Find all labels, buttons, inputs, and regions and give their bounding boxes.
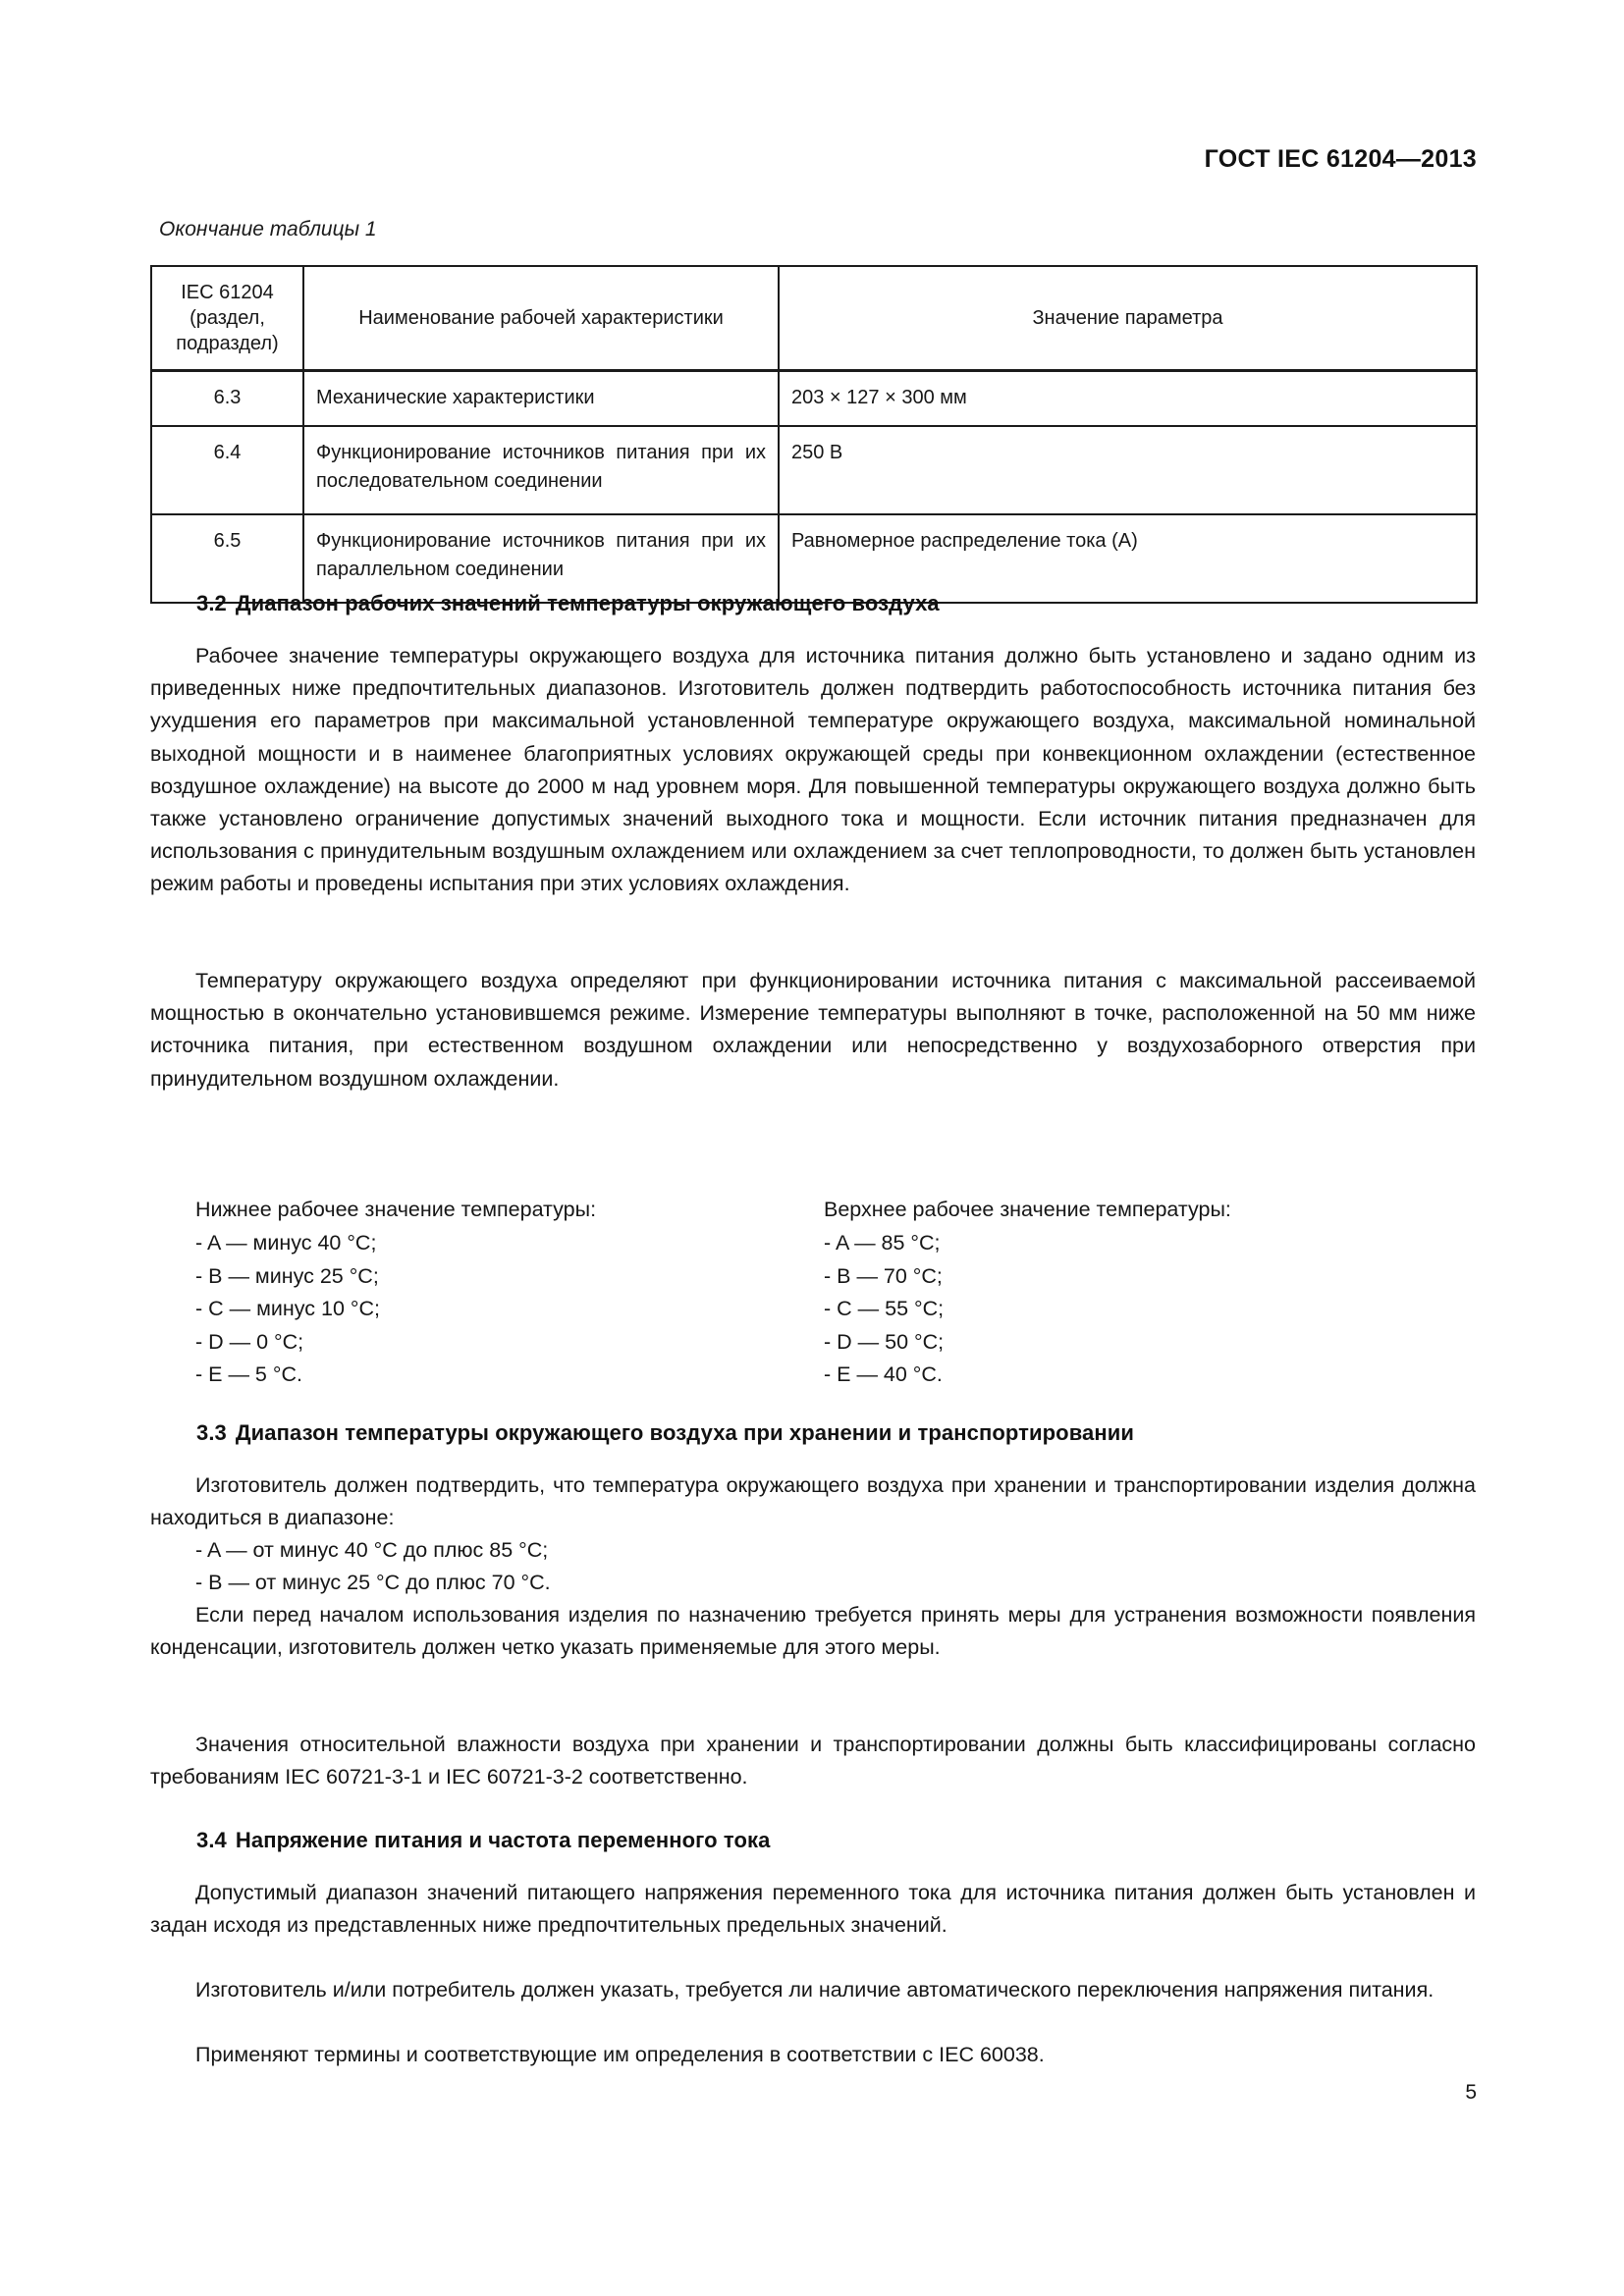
- table-column-header-value: Значение параметра: [779, 266, 1477, 371]
- section-title-3-4: Напряжение питания и частота переменного тока: [235, 1828, 771, 1852]
- table-cell-clause: 6.3: [151, 371, 303, 427]
- lower-temperature-item-d: - D — 0 °C;: [195, 1329, 304, 1354]
- page-header-standard-title: ГОСТ IEC 61204—2013: [1204, 145, 1477, 173]
- upper-temperature-column: [779, 1194, 1407, 1391]
- table-cell-value: 203 × 127 × 300 мм: [779, 371, 1477, 427]
- section-number-3-4: 3.4: [196, 1828, 227, 1852]
- table-cell-clause: 6.5: [151, 514, 303, 603]
- section-title-3-2: Диапазон рабочих значений температуры окружающего воздуха: [235, 591, 940, 615]
- section-heading-3-4: [196, 1828, 770, 1853]
- table-row: [151, 426, 1477, 514]
- storage-temperature-list: [150, 1534, 1476, 1599]
- table-cell-characteristic: Механические характеристики: [303, 371, 779, 427]
- table-row: [151, 371, 1477, 427]
- upper-temperature-title: Верхнее рабочее значение температуры:: [824, 1198, 1231, 1221]
- table-column-header-characteristic: Наименование рабочей характеристики: [303, 266, 779, 371]
- table-cell-value: Равномерное распределение тока (А): [779, 514, 1477, 603]
- table-header-row: [151, 266, 1477, 371]
- paragraph-3-3-2: Если перед началом использования изделия по назначению требуется принять меры для устранения возможности появления конденсации, изготовитель должен четко указать применяемые для этого меры.: [150, 1603, 1476, 1660]
- paragraph-3-4-3: Применяют термины и соответствующие им определения в соответствии с IEC 60038.: [195, 2043, 1045, 2066]
- section-title-3-3: Диапазон температуры окружающего воздуха при хранении и транспортировании: [235, 1420, 1135, 1445]
- paragraph-3-2-2: Температуру окружающего воздуха определяют при функционировании источника питания с максимальной рассеиваемой мощностью в окончательно установившемся режиме. Измерение температуры выполняют в точке, расположенной на 50 мм ниже источника питания, при естественном воздушном охлаждении или непосредственно у воздухозаборного отверстия при принудительном воздушном охлаждении.: [150, 969, 1476, 1091]
- storage-temperature-item-b: - B — от минус 25 °C до плюс 70 °C.: [195, 1571, 551, 1595]
- upper-temperature-item-a: - A — 85 °C;: [824, 1231, 941, 1255]
- section-number-3-3: 3.3: [196, 1420, 227, 1445]
- lower-temperature-item-a: - A — минус 40 °C;: [195, 1231, 377, 1255]
- upper-temperature-item-e: - E — 40 °C.: [824, 1362, 943, 1387]
- section-number-3-2: 3.2: [196, 591, 227, 615]
- paragraph-3-3-1: Изготовитель должен подтвердить, что температура окружающего воздуха при хранении и транспортировании изделия должна находиться в диапазоне:: [150, 1473, 1476, 1530]
- table-cell-value: 250 В: [779, 426, 1477, 514]
- table-row: [151, 514, 1477, 603]
- lower-temperature-title: Нижнее рабочее значение температуры:: [195, 1198, 597, 1221]
- performance-characteristics-table: [150, 265, 1478, 604]
- storage-temperature-item-a: - A — от минус 40 °C до плюс 85 °C;: [195, 1538, 549, 1562]
- paragraph-3-3-3: Значения относительной влажности воздуха при хранении и транспортировании должны быть классифицированы согласно требованиям IEC 60721-3-1 и IEC 60721-3-2 соответственно.: [150, 1733, 1476, 1789]
- upper-temperature-item-c: - C — 55 °C;: [824, 1297, 945, 1321]
- lower-temperature-item-b: - B — минус 25 °C;: [195, 1263, 379, 1288]
- upper-temperature-item-b: - B — 70 °C;: [824, 1263, 943, 1288]
- page-number: 5: [1465, 2081, 1477, 2104]
- lower-temperature-item-c: - C — минус 10 °C;: [195, 1297, 380, 1321]
- header-line-subsection: подраздел): [176, 333, 279, 354]
- table-caption: Окончание таблицы 1: [159, 218, 377, 240]
- temperature-range-lists: [150, 1194, 1476, 1391]
- lower-temperature-item-e: - E — 5 °C.: [195, 1362, 302, 1387]
- lower-temperature-column: [150, 1194, 779, 1391]
- section-heading-3-2: [196, 591, 940, 616]
- table-cell-clause: 6.4: [151, 426, 303, 514]
- table-column-header-clause: [151, 266, 303, 371]
- upper-temperature-item-d: - D — 50 °C;: [824, 1329, 945, 1354]
- table-cell-characteristic: Функционирование источников питания при их последовательном соединении: [303, 426, 779, 514]
- paragraph-3-4-1: Допустимый диапазон значений питающего напряжения переменного тока для источника питания должен быть установлен и задан исходя из представленных ниже предпочтительных предельных значений.: [150, 1881, 1476, 1938]
- section-heading-3-3: [196, 1420, 1134, 1446]
- paragraph-3-4-2: Изготовитель и/или потребитель должен указать, требуется ли наличие автоматического переключения напряжения питания.: [195, 1978, 1435, 2002]
- table-cell-characteristic: Функционирование источников питания при их параллельном соединении: [303, 514, 779, 603]
- header-line-section: (раздел,: [189, 307, 265, 329]
- header-line-standard: IEC 61204: [181, 282, 274, 303]
- paragraph-3-2-1: Рабочее значение температуры окружающего воздуха для источника питания должно быть установлено и задано одним из приведенных ниже предпочтительных диапазонов. Изготовитель должен подтвердить работоспособность источника питания без ухудшения его параметров при максимальной установленной температуре окружающего воздуха, максимальной номинальной выходной мощности и в наименее благоприятных условиях окружающей среды при конвекционном охлаждении (естественное воздушное охлаждение) на высоте до 2000 м над уровнем моря. Для повышенной температуры окружающего воздуха должно быть также установлено ограничение допустимых значений выходного тока и мощности. Если источник питания предназначен для использования с принудительным воздушным охлаждением или охлаждением за счет теплопроводности, то должен быть установлен режим работы и проведены испытания при этих условиях охлаждения.: [150, 644, 1476, 896]
